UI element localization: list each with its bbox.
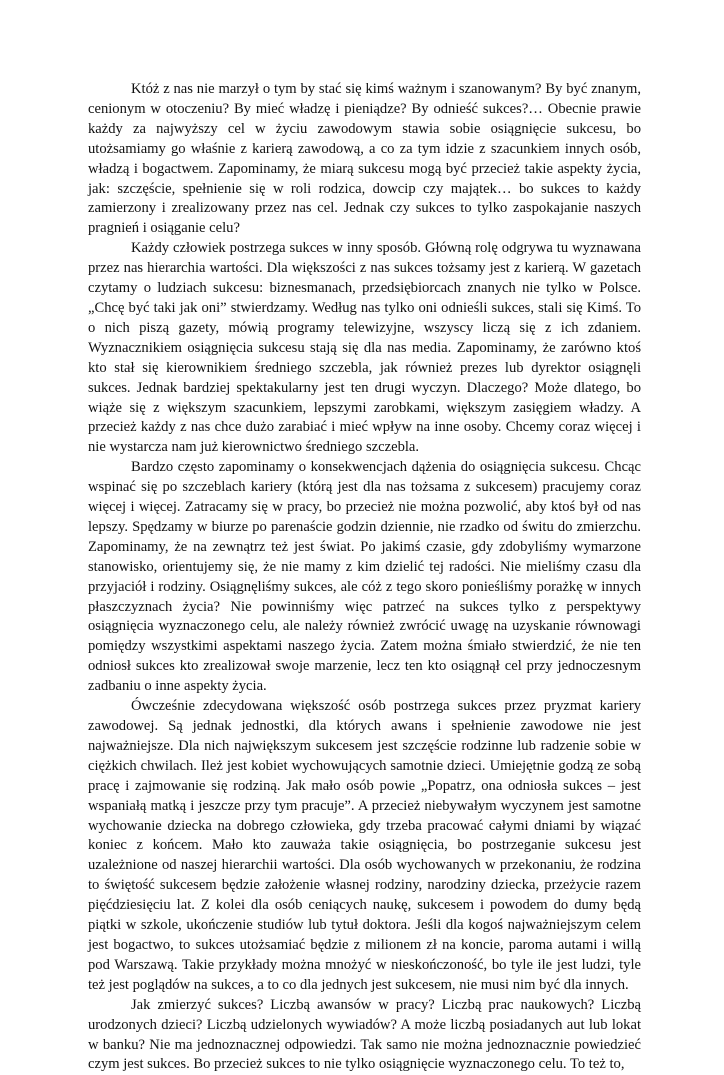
paragraph-5: Jak zmierzyć sukces? Liczbą awansów w pracy? Liczbą prac naukowych? Liczbą urodzonych dzieci? Liczbą udzielonych wywiadów? A może liczbą posiadanych aut lub lokat w banku? Nie ma jednoznacznej odpowiedzi. Tak samo nie można jednoznacznie powiedzieć czym jest sukces. Bo przecież sukces to nie tylko osiągnięcie wyznaczonego celu. To też to, xyxy=(88,996,641,1073)
paragraph-4: Ówcześnie zdecydowana większość osób postrzega sukces przez pryzmat kariery zawodowej. Są jednak jednostki, dla których awans i spełnienie zawodowe nie jest najważniejsze. Dla nich największym sukcesem jest szczęście rodzinne lub radzenie sobie w ciężkich chwilach. Ileż jest kobiet wychowujących samotnie dzieci. Umiejętnie godzą ze sobą pracę i zajmowanie się rodziną. Jak mało osób powie „Popatrz, ona odniosła sukces – jest wspaniałą matką i jeszcze przy tym pracuje”. A przecież niebywałym wyczynem jest samotne wychowanie dziecka na dobrego człowieka, gdy trzeba pracować całymi dniami by wiązać koniec z końcem. Mało kto zauważa takie osiągnięcia, bo postrzeganie sukcesu jest uzależnione od naszej hierarchii wartości. Dla osób wychowanych w przekonaniu, że rodzina to świętość sukcesem będzie założenie własnej rodziny, narodziny dziecka, przeżycie razem pięćdziesięciu lat. Z kolei dla osób ceniących naukę, sukcesem i powodem do dumy będą piątki w szkole, ukończenie studiów lub tytuł doktora. Jeśli dla kogoś najważniejszym celem jest bogactwo, to sukces utożsamiać będzie z milionem zł na koncie, paroma autami i willą pod Warszawą. Takie przykłady można mnożyć w nieskończoność, bo tyle ile jest ludzi, tyle też jest poglądów na sukces, a to co dla jednych jest sukcesem, nie musi nim być dla innych. xyxy=(88,698,641,993)
paragraph-2: Każdy człowiek postrzega sukces w inny sposób. Główną rolę odgrywa tu wyznawana przez nas hierarchia wartości. Dla większości z nas sukces tożsamy jest z karierą. W gazetach czytamy o ludziach sukcesu: biznesmanach, przedsiębiorcach znanych nie tylko w Polsce. „Chcę być taki jak oni” stwierdzamy. Według nas tylko oni odnieśli sukces, stali się Kimś. To o nich piszą gazety, mówią programy telewizyjne, wszyscy liczą się z ich zdaniem. Wyznacznikiem osiągnięcia sukcesu stają się dla nas media. Zapominamy, że zarówno ktoś kto stał się kierownikiem średniego szczebla, jak również prezes lub dyrektor osiągnęli sukces. Jednak bardziej spektakularny jest ten drugi wyczyn. Dlaczego? Może dlatego, bo wiąże się z większym szacunkiem, lepszymi zarobkami, większym zasięgiem władzy. A przecież każdy z nas chce dużo zarabiać i mieć wpływ na inne osoby. Chcemy coraz więcej i nie wystarcza nam już kierownictwo średniego szczebla. xyxy=(88,240,641,456)
paragraph-1: Któż z nas nie marzył o tym by stać się kimś ważnym i szanowanym? By być znanym, cenionym w otoczeniu? By mieć władzę i pieniądze? By odnieść sukces?… Obecnie prawie każdy za najwyższy cel w życiu zawodowym stawia sobie osiągnięcie sukcesu, bo utożsamiamy go właśnie z karierą zawodową, a co za tym idzie z szacunkiem innych osób, władzą i bogactwem. Zapominamy, że miarą sukcesu mogą być przecież takie aspekty życia, jak: szczęście, spełnienie się w roli rodzica, dowcip czy majątek… bo sukces to każdy zamierzony i zrealizowany przez nas cel. Jednak czy sukces to tylko zaspokajanie naszych pragnień i osiąganie celu? xyxy=(88,81,641,237)
paragraph-3: Bardzo często zapominamy o konsekwencjach dążenia do osiągnięcia sukcesu. Chcąc wspinać się po szczeblach kariery (którą jest dla nas tożsama z sukcesem) pracujemy coraz więcej i więcej. Zatracamy się w pracy, bo przecież nie można pozwolić, aby ktoś był od nas lepszy. Spędzamy w biurze po parenaście godzin dziennie, nie rzadko od świtu do zmierzchu. Zapominamy, że na zewnątrz też jest świat. Po jakimś czasie, gdy zdobyliśmy wymarzone stanowisko, orientujemy się, że nie mamy z kim dzielić tej radości. Nie mieliśmy czasu dla przyjaciół i rodziny. Osiągnęliśmy sukces, ale cóż z tego skoro ponieśliśmy porażkę w innych płaszczyznach życia? Nie powinniśmy więc patrzeć na sukces tylko z perspektywy osiągnięcia wyznaczonego celu, ale należy również zwrócić uwagę na uzyskanie równowagi pomiędzy wszystkimi aspektami naszego życia. Zatem można śmiało stwierdzić, że nie ten odniosł sukces kto zrealizował swoje marzenie, lecz ten kto osiągnął cel przy jednoczesnym zadbaniu o inne aspekty życia. xyxy=(88,459,641,695)
